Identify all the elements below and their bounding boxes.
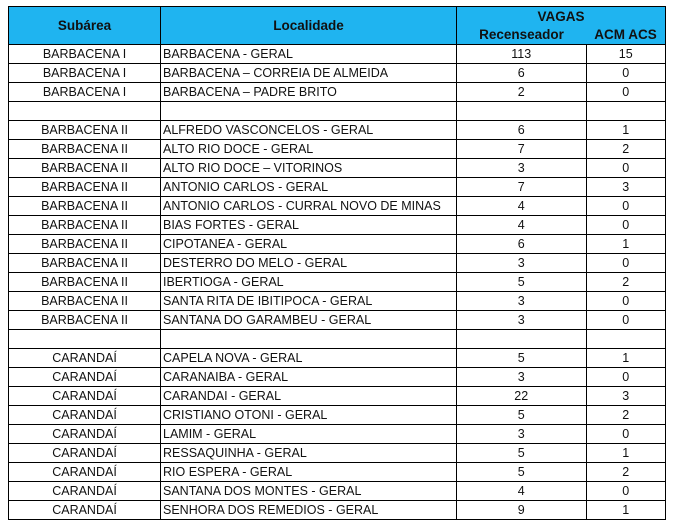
localidade-cell: BARBACENA – CORREIA DE ALMEIDA <box>161 64 457 83</box>
localidade-cell: ALFREDO VASCONCELOS - GERAL <box>161 121 457 140</box>
acm-acs-cell: 1 <box>586 444 666 463</box>
table-row <box>9 444 666 463</box>
recenseador-cell: 3 <box>457 254 587 273</box>
subarea-cell: CARANDAÍ <box>9 387 161 406</box>
empty-cell <box>161 330 457 349</box>
table-header <box>9 7 666 45</box>
header-vagas: VAGAS <box>457 7 666 26</box>
vagas-table <box>8 6 666 520</box>
localidade-cell: ANTONIO CARLOS - GERAL <box>161 178 457 197</box>
table-row <box>9 45 666 64</box>
subarea-cell: BARBACENA II <box>9 235 161 254</box>
table-row <box>9 235 666 254</box>
table-row <box>9 83 666 102</box>
subarea-cell: CARANDAÍ <box>9 349 161 368</box>
subarea-cell: CARANDAÍ <box>9 444 161 463</box>
acm-acs-cell: 0 <box>586 64 666 83</box>
empty-cell <box>586 102 666 121</box>
acm-acs-cell: 2 <box>586 463 666 482</box>
vagas-table-container <box>8 6 666 520</box>
table-row <box>9 425 666 444</box>
subarea-cell: CARANDAÍ <box>9 406 161 425</box>
subarea-cell: BARBACENA II <box>9 159 161 178</box>
blank-separator-row <box>9 102 666 121</box>
acm-acs-cell: 0 <box>586 368 666 387</box>
subarea-cell: CARANDAÍ <box>9 425 161 444</box>
empty-cell <box>457 102 587 121</box>
localidade-cell: BIAS FORTES - GERAL <box>161 216 457 235</box>
localidade-cell: SENHORA DOS REMEDIOS - GERAL <box>161 501 457 520</box>
acm-acs-cell: 0 <box>586 311 666 330</box>
table-row <box>9 482 666 501</box>
localidade-cell: CRISTIANO OTONI - GERAL <box>161 406 457 425</box>
acm-acs-cell: 1 <box>586 501 666 520</box>
table-row <box>9 368 666 387</box>
acm-acs-cell: 0 <box>586 482 666 501</box>
recenseador-cell: 3 <box>457 425 587 444</box>
recenseador-cell: 4 <box>457 482 587 501</box>
acm-acs-cell: 3 <box>586 178 666 197</box>
recenseador-cell: 7 <box>457 140 587 159</box>
recenseador-cell: 5 <box>457 444 587 463</box>
blank-separator-row <box>9 330 666 349</box>
empty-cell <box>9 330 161 349</box>
acm-acs-cell: 0 <box>586 254 666 273</box>
subarea-cell: CARANDAÍ <box>9 482 161 501</box>
table-row <box>9 273 666 292</box>
localidade-cell: ALTO RIO DOCE - GERAL <box>161 140 457 159</box>
acm-acs-cell: 2 <box>586 406 666 425</box>
acm-acs-cell: 0 <box>586 425 666 444</box>
subarea-cell: CARANDAÍ <box>9 501 161 520</box>
subarea-cell: BARBACENA II <box>9 254 161 273</box>
localidade-cell: LAMIM - GERAL <box>161 425 457 444</box>
localidade-cell: IBERTIOGA - GERAL <box>161 273 457 292</box>
table-row <box>9 406 666 425</box>
table-row <box>9 178 666 197</box>
recenseador-cell: 5 <box>457 463 587 482</box>
recenseador-cell: 5 <box>457 349 587 368</box>
table-row <box>9 387 666 406</box>
acm-acs-cell: 0 <box>586 292 666 311</box>
empty-cell <box>161 102 457 121</box>
table-row <box>9 254 666 273</box>
recenseador-cell: 6 <box>457 64 587 83</box>
recenseador-cell: 22 <box>457 387 587 406</box>
empty-cell <box>586 330 666 349</box>
acm-acs-cell: 2 <box>586 140 666 159</box>
recenseador-cell: 5 <box>457 273 587 292</box>
empty-cell <box>457 330 587 349</box>
subarea-cell: CARANDAÍ <box>9 368 161 387</box>
localidade-cell: RESSAQUINHA - GERAL <box>161 444 457 463</box>
table-row <box>9 121 666 140</box>
acm-acs-cell: 0 <box>586 216 666 235</box>
recenseador-cell: 113 <box>457 45 587 64</box>
header-localidade: Localidade <box>161 7 457 45</box>
acm-acs-cell: 3 <box>586 387 666 406</box>
subarea-cell: BARBACENA II <box>9 197 161 216</box>
table-row <box>9 501 666 520</box>
acm-acs-cell: 0 <box>586 159 666 178</box>
subarea-cell: BARBACENA II <box>9 216 161 235</box>
localidade-cell: BARBACENA - GERAL <box>161 45 457 64</box>
acm-acs-cell: 1 <box>586 121 666 140</box>
localidade-cell: BARBACENA – PADRE BRITO <box>161 83 457 102</box>
table-row <box>9 463 666 482</box>
localidade-cell: CAPELA NOVA - GERAL <box>161 349 457 368</box>
header-recenseador: Recenseador <box>457 26 587 45</box>
subarea-cell: BARBACENA II <box>9 292 161 311</box>
table-row <box>9 292 666 311</box>
localidade-cell: CARANAIBA - GERAL <box>161 368 457 387</box>
subarea-cell: BARBACENA II <box>9 178 161 197</box>
localidade-cell: ALTO RIO DOCE – VITORINOS <box>161 159 457 178</box>
recenseador-cell: 7 <box>457 178 587 197</box>
subarea-cell: BARBACENA II <box>9 311 161 330</box>
subarea-cell: BARBACENA I <box>9 83 161 102</box>
table-row <box>9 349 666 368</box>
localidade-cell: SANTA RITA DE IBITIPOCA - GERAL <box>161 292 457 311</box>
recenseador-cell: 6 <box>457 121 587 140</box>
table-row <box>9 159 666 178</box>
subarea-cell: BARBACENA II <box>9 140 161 159</box>
header-subarea: Subárea <box>9 7 161 45</box>
acm-acs-cell: 0 <box>586 83 666 102</box>
table-body <box>9 45 666 520</box>
recenseador-cell: 2 <box>457 83 587 102</box>
acm-acs-cell: 0 <box>586 197 666 216</box>
localidade-cell: CIPOTANEA - GERAL <box>161 235 457 254</box>
table-row <box>9 64 666 83</box>
subarea-cell: BARBACENA II <box>9 273 161 292</box>
subarea-cell: CARANDAÍ <box>9 463 161 482</box>
table-row <box>9 197 666 216</box>
localidade-cell: DESTERRO DO MELO - GERAL <box>161 254 457 273</box>
table-row <box>9 140 666 159</box>
recenseador-cell: 6 <box>457 235 587 254</box>
table-row <box>9 311 666 330</box>
localidade-cell: RIO ESPERA - GERAL <box>161 463 457 482</box>
recenseador-cell: 4 <box>457 216 587 235</box>
recenseador-cell: 3 <box>457 311 587 330</box>
acm-acs-cell: 15 <box>586 45 666 64</box>
acm-acs-cell: 2 <box>586 273 666 292</box>
subarea-cell: BARBACENA II <box>9 121 161 140</box>
subarea-cell: BARBACENA I <box>9 64 161 83</box>
empty-cell <box>9 102 161 121</box>
header-acm-acs: ACM ACS <box>586 26 666 45</box>
recenseador-cell: 3 <box>457 159 587 178</box>
acm-acs-cell: 1 <box>586 235 666 254</box>
recenseador-cell: 9 <box>457 501 587 520</box>
recenseador-cell: 5 <box>457 406 587 425</box>
recenseador-cell: 3 <box>457 292 587 311</box>
localidade-cell: ANTONIO CARLOS - CURRAL NOVO DE MINAS <box>161 197 457 216</box>
subarea-cell: BARBACENA I <box>9 45 161 64</box>
localidade-cell: SANTANA DO GARAMBEU - GERAL <box>161 311 457 330</box>
localidade-cell: CARANDAI - GERAL <box>161 387 457 406</box>
recenseador-cell: 4 <box>457 197 587 216</box>
localidade-cell: SANTANA DOS MONTES - GERAL <box>161 482 457 501</box>
acm-acs-cell: 1 <box>586 349 666 368</box>
table-row <box>9 216 666 235</box>
recenseador-cell: 3 <box>457 368 587 387</box>
